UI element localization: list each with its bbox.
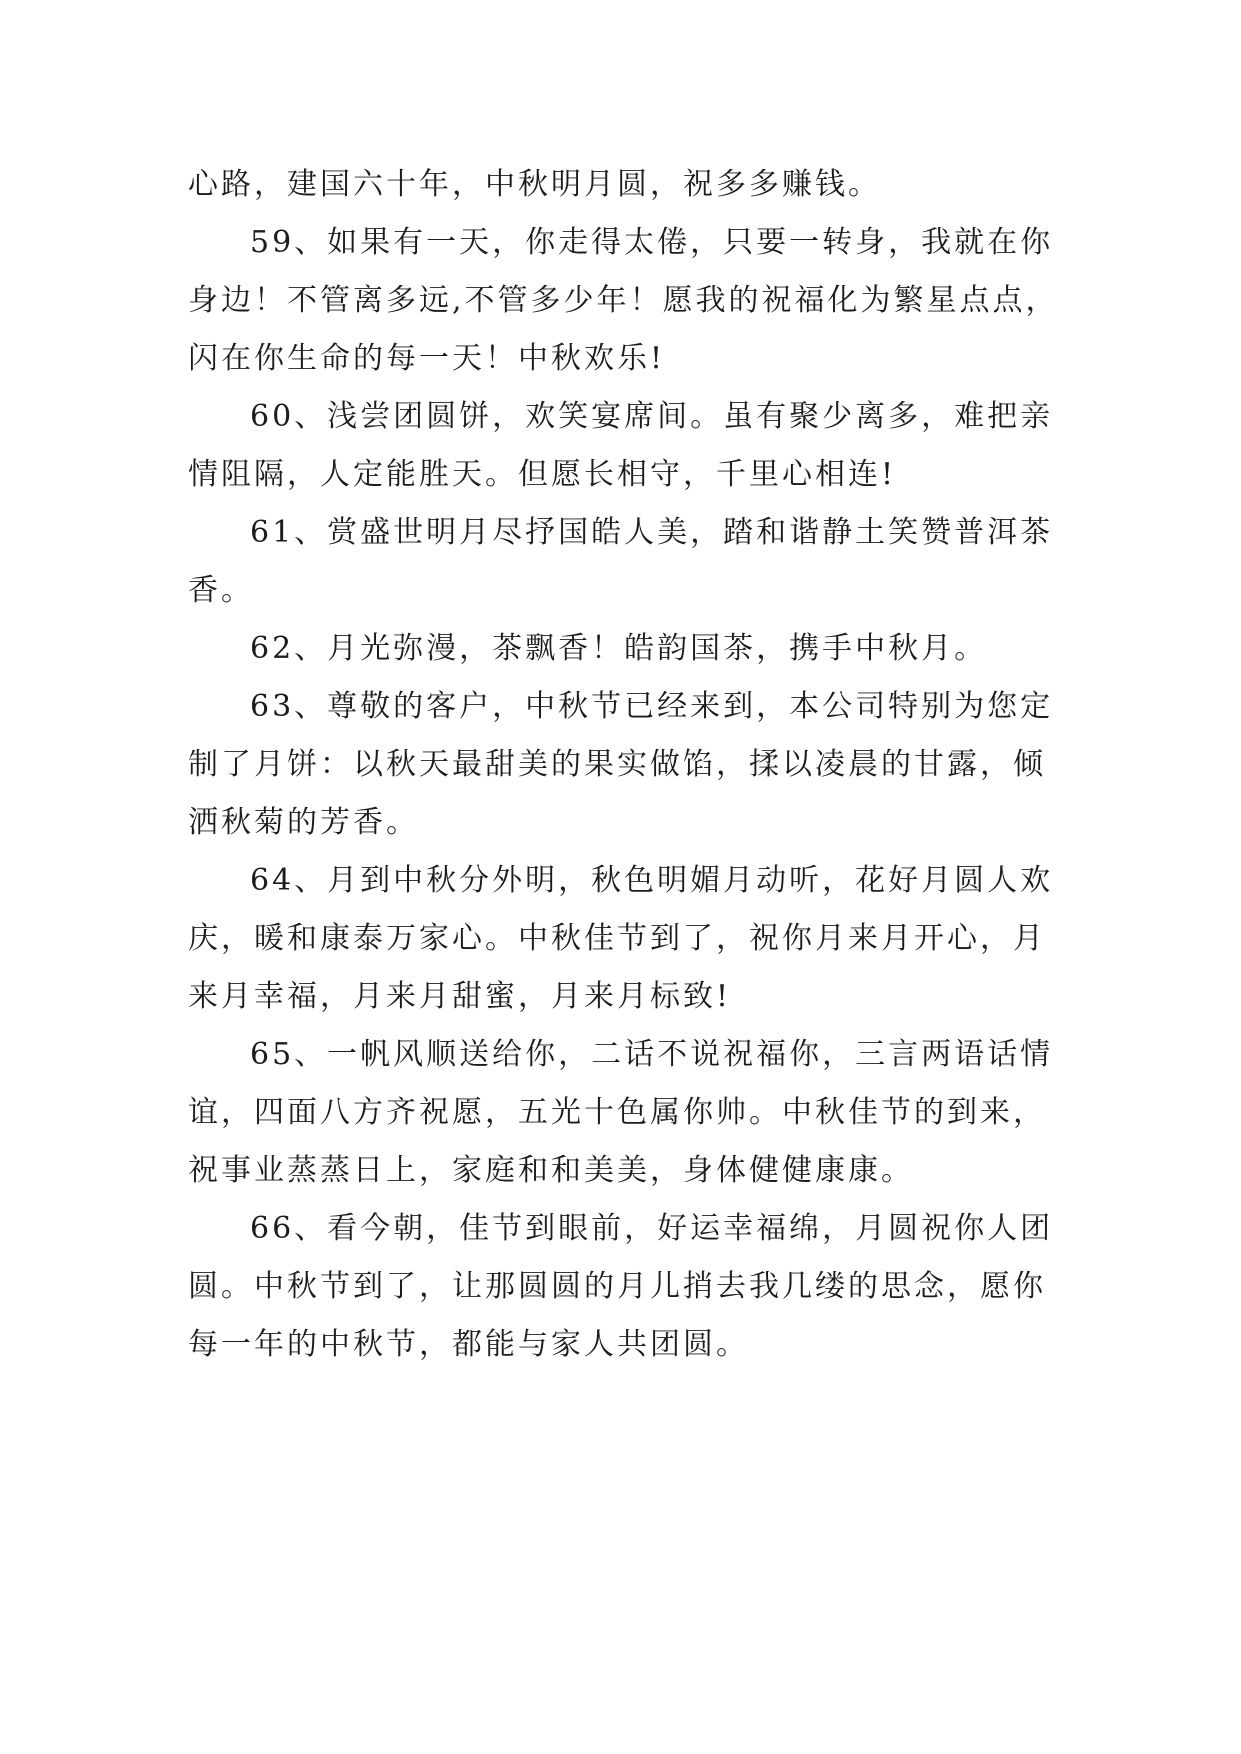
text-line: 闪在你生命的每一天！中秋欢乐! xyxy=(188,341,666,376)
text-line: 59、如果有一天，你走得太倦，只要一转身，我就在你 xyxy=(250,225,1054,260)
text-line: 祝事业蒸蒸日上，家庭和和美美，身体健健康康。 xyxy=(188,1153,914,1188)
paragraph-58-continuation xyxy=(188,156,1088,214)
text-line: 谊，四面八方齐祝愿，五光十色属你帅。中秋佳节的到来， xyxy=(188,1095,1046,1130)
document-body xyxy=(188,156,1088,1374)
paragraph-64 xyxy=(188,852,1088,1026)
paragraph-63 xyxy=(188,678,1088,852)
text-line: 情阻隔，人定能胜天。但愿长相守，千里心相连! xyxy=(188,457,897,492)
text-line: 心路，建国六十年，中秋明月圆，祝多多赚钱。 xyxy=(188,167,881,202)
text-line: 61、赏盛世明月尽抒国皓人美，踏和谐静土笑赞普洱茶 xyxy=(250,515,1054,550)
text-line: 香。 xyxy=(188,573,254,608)
paragraph-66 xyxy=(188,1200,1088,1374)
text-line: 庆，暖和康泰万家心。中秋佳节到了，祝你月来月开心，月 xyxy=(188,921,1046,956)
paragraph-65 xyxy=(188,1026,1088,1200)
text-line: 62、月光弥漫，茶飘香！皓韵国茶，携手中秋月。 xyxy=(250,631,988,666)
text-line: 来月幸福，月来月甜蜜，月来月标致! xyxy=(188,979,732,1014)
paragraph-61 xyxy=(188,504,1088,620)
text-line: 60、浅尝团圆饼，欢笑宴席间。虽有聚少离多，难把亲 xyxy=(250,399,1054,434)
paragraph-60 xyxy=(188,388,1088,504)
text-line: 每一年的中秋节，都能与家人共团圆。 xyxy=(188,1327,749,1362)
text-line: 圆。中秋节到了，让那圆圆的月儿捎去我几缕的思念，愿你 xyxy=(188,1269,1046,1304)
paragraph-62 xyxy=(188,620,1088,678)
text-line: 63、尊敬的客户，中秋节已经来到，本公司特别为您定 xyxy=(250,689,1054,724)
text-line: 65、一帆风顺送给你，二话不说祝福你，三言两语话情 xyxy=(250,1037,1054,1072)
text-line: 制了月饼：以秋天最甜美的果实做馅，揉以凌晨的甘露，倾 xyxy=(188,747,1046,782)
text-line: 身边！不管离多远,不管多少年！愿我的祝福化为繁星点点， xyxy=(188,283,1059,318)
text-line: 64、月到中秋分外明，秋色明媚月动听，花好月圆人欢 xyxy=(250,863,1054,898)
text-line: 66、看今朝，佳节到眼前，好运幸福绵，月圆祝你人团 xyxy=(250,1211,1054,1246)
text-line: 洒秋菊的芳香。 xyxy=(188,805,419,840)
paragraph-59 xyxy=(188,214,1088,388)
